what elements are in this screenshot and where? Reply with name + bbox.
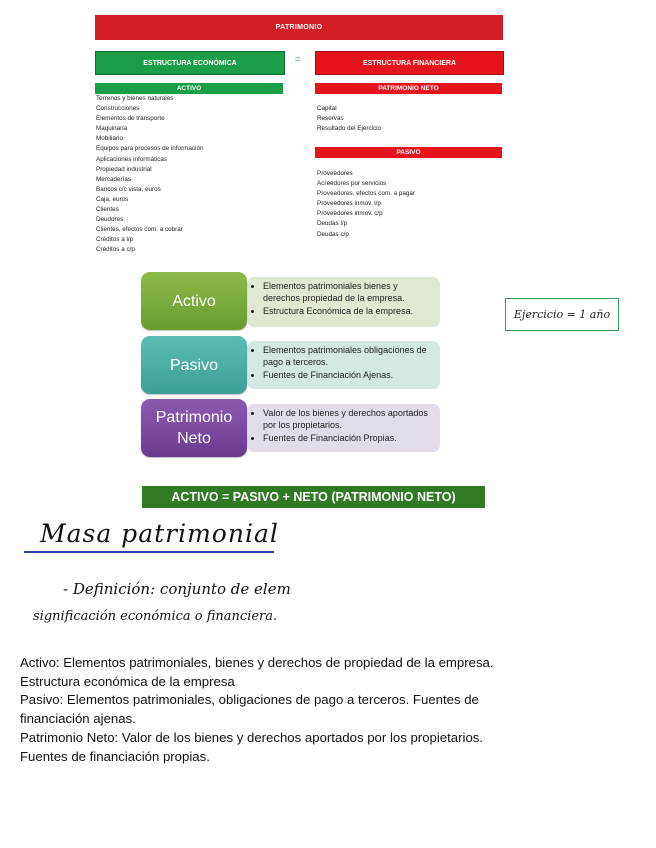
- list-item: Proveedores: [317, 170, 353, 177]
- handwritten-definition-line1: - Definición: conjunto de elem: [63, 580, 291, 598]
- patrimonio-neto-bullet: • Valor de los bienes y derechos aportados por los propietarios.: [263, 408, 434, 431]
- list-item: Construcciones: [96, 105, 140, 113]
- equals-sign: =: [295, 54, 301, 64]
- list-item: Elementos de transporte: [96, 115, 165, 123]
- list-item: Propiedad industrial: [96, 165, 152, 173]
- patrimonio-neto-header: PATRIMONIO NETO: [315, 83, 502, 94]
- pasivo-panel: [247, 341, 440, 389]
- activo-pill: Activo: [141, 272, 247, 330]
- list-item: Proveedores inmov. c/p: [317, 210, 383, 218]
- paragraph-line: Patrimonio Neto: Valor de los bienes y derechos aportados por los propietarios.: [20, 729, 484, 745]
- list-item: Deudores: [96, 216, 124, 224]
- pasivo-bullet: • Elementos patrimoniales obligaciones de pago a terceros.: [263, 345, 434, 368]
- list-item: Clientes, efectos com. a cobrar: [96, 226, 183, 234]
- patrimonio-neto-list: [317, 104, 502, 134]
- list-item: Créditos a c/p: [96, 246, 135, 254]
- list-item: Maquinaria: [96, 125, 128, 133]
- activo-header: ACTIVO: [95, 83, 283, 94]
- list-item: Mercaderías: [96, 175, 131, 183]
- list-item: Proveedores inmov. l/p: [317, 200, 381, 208]
- estructura-economica-header: ESTRUCTURA ECONÓMICA: [95, 51, 285, 75]
- list-item: Terrenos y bienes naturales: [96, 95, 174, 102]
- list-item: Deudas l/p: [317, 220, 348, 228]
- pasivo-bullet: • Fuentes de Financiación Ajenas.: [263, 370, 434, 382]
- activo-list: [96, 94, 284, 256]
- paragraph-line: Estructura económica de la empresa: [20, 673, 235, 689]
- list-item: Bancos c/c vista, euros: [96, 185, 161, 193]
- pasivo-header: PASIVO: [315, 147, 502, 158]
- activo-bullet: • Elementos patrimoniales bienes y derechos propiedad de la empresa.: [263, 281, 434, 304]
- list-item: Acreedores por servicios: [317, 180, 387, 188]
- paragraph-line: financiación ajenas.: [20, 711, 136, 727]
- list-item: Caja, euros: [96, 195, 129, 203]
- paragraph-line: Fuentes de financiación propias.: [20, 748, 210, 764]
- patrimonio-neto-panel: [247, 404, 440, 452]
- activo-bullet: • Estructura Económica de la empresa.: [263, 306, 434, 318]
- list-item: Mobiliario: [96, 135, 123, 143]
- ejercicio-note: Ejercicio = 1 año: [505, 298, 619, 331]
- list-item: Resultado del Ejercicio: [317, 125, 382, 133]
- estructura-financiera-header: ESTRUCTURA FINANCIERA: [315, 51, 504, 75]
- patrimonio-neto-bullet: • Fuentes de Financiación Propias.: [263, 433, 434, 445]
- paragraph-line: Activo: Elementos patrimoniales, bienes y derechos de propiedad de la empresa.: [20, 655, 494, 670]
- patrimonio-neto-pill: Patrimonio Neto: [141, 399, 247, 457]
- handwritten-definition-line2: significación económica o financiera.: [33, 609, 278, 624]
- pasivo-list: [317, 169, 502, 240]
- list-item: Reservas: [317, 115, 344, 123]
- pasivo-pill: Pasivo: [141, 336, 247, 394]
- list-item: Equipos para procesos de información: [96, 145, 204, 153]
- title-underline: [24, 551, 274, 553]
- list-item: Proveedores, efectos com. a pagar: [317, 190, 416, 198]
- list-item: Clientes: [96, 206, 119, 214]
- list-item: Créditos a l/p: [96, 236, 134, 244]
- activo-panel: [247, 277, 440, 327]
- summary-paragraph: [20, 654, 640, 766]
- list-item: Deudas c/p: [317, 230, 349, 238]
- handwritten-title: Masa patrimonial: [40, 519, 279, 548]
- balance-formula: ACTIVO = PASIVO + NETO (PATRIMONIO NETO): [142, 486, 485, 508]
- paragraph-line: Pasivo: Elementos patrimoniales, obligaciones de pago a terceros. Fuentes de: [20, 692, 479, 708]
- list-item: Aplicaciones informáticas: [96, 155, 168, 163]
- list-item: Capital: [317, 105, 337, 112]
- patrimonio-banner: PATRIMONIO: [95, 15, 503, 40]
